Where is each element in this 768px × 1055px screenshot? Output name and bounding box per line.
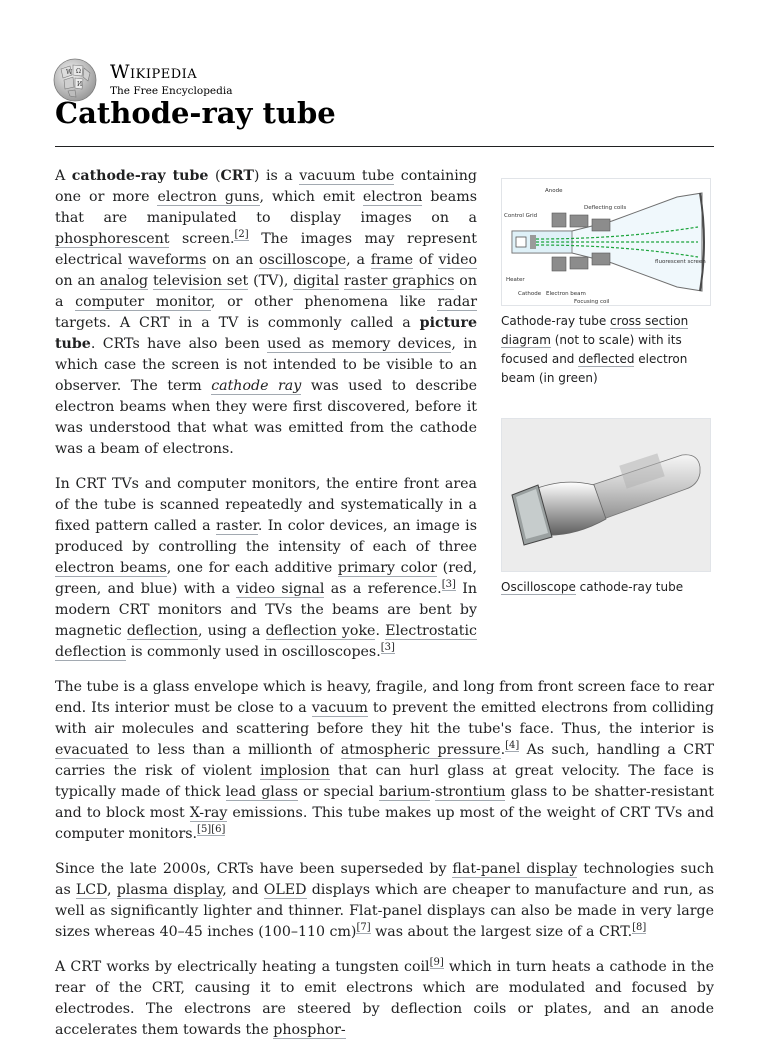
figure-caption: Oscilloscope cathode-ray tube — [501, 580, 684, 594]
link-lcd[interactable]: LCD — [75, 882, 108, 898]
citation-3b[interactable]: [3] — [380, 642, 395, 654]
link-electron-beams[interactable]: electron beams — [55, 560, 167, 576]
site-tagline: The Free Encyclopedia — [110, 85, 233, 97]
link-oscilloscope[interactable]: oscilloscope — [259, 252, 347, 268]
link-plasma-display[interactable]: plasma display — [116, 882, 223, 898]
citation-2[interactable]: [2] — [234, 229, 249, 241]
diagram-label-control-grid: Control Grid — [504, 213, 538, 219]
link-electron-guns[interactable]: electron guns — [157, 189, 260, 205]
link-television-set[interactable]: television set — [152, 273, 249, 289]
paragraph-operation: A CRT works by electrically heating a tungsten coil[9] which in turn heats a cathode in the rear of the CRT, causing it to emit electrons which are modulated and focused by electrodes. The electrons are steered by deflection coils or plates, and an anode accelerates them towards the phosphor- — [55, 957, 714, 1038]
title-divider — [55, 146, 714, 147]
paragraph-flat-panel: Since the late 2000s, CRTs have been superseded by flat-panel display technologies such as LCD, plasma display, and OLED displays which are cheaper to manufacture and run, as well as significantly lighter and thinner. Flat-panel displays can also be made in very large sizes whereas 40–45 inches (100–110 cm)[7] was about the largest size of a CRT.[8] — [55, 861, 714, 940]
link-cathode-ray[interactable]: cathode ray — [211, 378, 302, 394]
svg-text:W: W — [66, 69, 73, 76]
link-frame[interactable]: frame — [370, 252, 414, 268]
link-electron[interactable]: electron — [362, 189, 423, 205]
link-x-ray[interactable]: X-ray — [189, 805, 228, 821]
diagram-label-fluorescent-screen: fluorescent screen — [655, 259, 706, 265]
citation-3[interactable]: [3] — [441, 579, 456, 591]
link-barium[interactable]: barium — [378, 784, 431, 800]
link-oscilloscope[interactable]: Oscilloscope — [501, 580, 576, 594]
link-flat-panel-display[interactable]: flat-panel display — [452, 861, 578, 877]
link-raster[interactable]: raster — [216, 518, 258, 534]
diagram-label-anode: Anode — [545, 188, 563, 194]
citation-7[interactable]: [7] — [356, 922, 371, 934]
link-lead-glass[interactable]: lead glass — [225, 784, 298, 800]
wikipedia-wordmark[interactable]: Wikipedia — [110, 61, 198, 83]
link-implosion[interactable]: implosion — [260, 763, 330, 779]
paragraph-raster: In CRT TVs and computer monitors, the entire front area of the tube is scanned repeatedly and systematically in a fixed pattern called a raster. In color devices, an image is produced by controlling the intensity of each of three electron beams, one for each additive primary color (red, green, and blue) with a video signal as a reference.[3] In modern CRT monitors and TVs the beams are bent by magnetic deflection, using a deflection yoke. Electrostatic deflection is commonly used in oscilloscopes.[3] — [55, 476, 478, 660]
citation-9[interactable]: [9] — [429, 957, 444, 969]
link-radar[interactable]: radar — [437, 294, 478, 310]
link-digital[interactable]: digital — [293, 273, 340, 289]
link-raster-graphics[interactable]: raster graphics — [343, 273, 455, 289]
link-used-as-memory-devices[interactable]: used as memory devices — [267, 336, 452, 352]
citation-4[interactable]: [4] — [505, 740, 520, 752]
page-title: Cathode-ray tube — [55, 96, 336, 130]
diagram-label-heater: Heater — [506, 277, 525, 283]
link-analog[interactable]: analog — [99, 273, 149, 289]
link-atmospheric-pressure[interactable]: atmospheric pressure — [340, 742, 501, 758]
article-body — [55, 166, 714, 1055]
link-primary-color[interactable]: primary color — [337, 560, 438, 576]
paragraph-envelope: The tube is a glass envelope which is heavy, fragile, and long from front screen face to rear end. Its interior must be close to a vacuum to prevent the emitted electrons from colliding with air molecules and scattering before they hit the tube's face. Thus, the interior is evacuated to less than a millionth of atmospheric pressure.[4] As such, handling a CRT carries the risk of violent implosion that can hurl glass at great velocity. The face is typically made of thick lead glass or special barium-strontium glass to be shatter-resistant and to block most X-ray emissions. This tube makes up most of the weight of CRT TVs and computer monitors.[5][6] — [55, 679, 715, 842]
link-waveforms[interactable]: waveforms — [128, 252, 207, 268]
link-strontium[interactable]: strontium — [435, 784, 506, 800]
link-computer-monitor[interactable]: computer monitor — [75, 294, 211, 310]
diagram-label-electron-beam: Electron beam — [546, 291, 586, 297]
link-phosphor[interactable]: phosphor- — [273, 1022, 346, 1038]
diagram-label-focusing-coil: Focusing coil — [574, 299, 610, 305]
link-vacuum[interactable]: vacuum — [311, 700, 368, 716]
link-cross-section-diagram[interactable]: cross section diagram — [501, 314, 689, 347]
link-deflection[interactable]: deflection — [126, 623, 199, 639]
link-deflected[interactable]: deflected — [578, 352, 635, 366]
link-video[interactable]: video — [438, 252, 478, 268]
link-vacuum-tube[interactable]: vacuum tube — [299, 168, 395, 184]
svg-text:Ω: Ω — [76, 68, 81, 75]
link-deflection-yoke[interactable]: deflection yoke — [265, 623, 376, 639]
link-evacuated[interactable]: evacuated — [55, 742, 129, 758]
diagram-label-cathode: Cathode — [518, 291, 542, 297]
citation-8[interactable]: [8] — [632, 922, 647, 934]
diagram-label-deflecting-coils: Deflecting coils — [584, 205, 627, 211]
figure-caption: Cathode-ray tube cross section diagram (not to scale) with its focused and deflected electron beam (in green) — [501, 314, 689, 385]
svg-text:И: И — [77, 81, 83, 88]
link-phosphorescent[interactable]: phosphorescent — [55, 231, 170, 247]
link-electrostatic-deflection[interactable]: Electrostatic deflection — [55, 623, 477, 660]
paragraph-intro: A cathode-ray tube (CRT) is a vacuum tube containing one or more electron guns, which emit electron beams that are manipulated to display images on a phosphorescent screen.[2] The images may represent electrical waveforms on an oscilloscope, a frame of video on an analog television set (TV), digital raster graphics on a computer monitor, or other phenomena like radar targets. A CRT in a TV is commonly called a picture tube. CRTs have also been used as memory devices, in which case the screen is not intended to be visible to an observer. The term cathode ray was used to describe electron beams when they were first discovered, before it was understood that what was emitted from the cathode was a beam of electrons. — [55, 168, 478, 457]
citation-6[interactable]: [6] — [211, 824, 226, 836]
link-video-signal[interactable]: video signal — [236, 581, 325, 597]
citation-5[interactable]: [5] — [197, 824, 212, 836]
link-oled[interactable]: OLED — [263, 882, 307, 898]
